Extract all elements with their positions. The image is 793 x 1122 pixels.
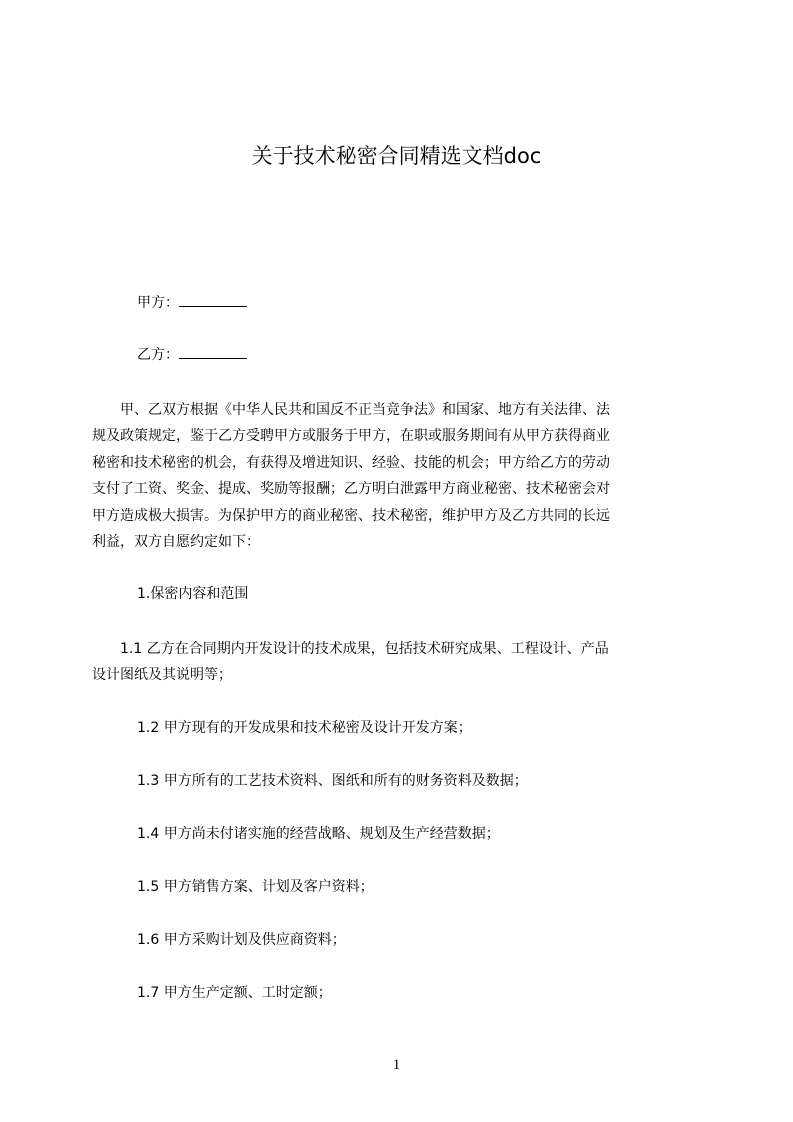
clause-line: 1.1 乙方在合同期内开发设计的技术成果，包括技术研究成果、工程设计、产品 [92, 641, 609, 657]
clause-1-2: 1.2 甲方现有的开发成果和技术秘密及设计开发方案； [137, 720, 472, 736]
party-b-blank [179, 344, 247, 359]
party-b-line [137, 344, 247, 365]
clause-1-5: 1.5 甲方销售方案、计划及客户资料； [137, 879, 374, 895]
intro-line: 支付了工资、奖金、提成、奖励等报酬；乙方明白泄露甲方商业秘密、技术秘密会对 [92, 481, 610, 498]
intro-line: 甲、乙双方根据《中华人民共和国反不正当竞争法》和国家、地方有关法律、法 [92, 402, 610, 418]
party-a-label: 甲方： [137, 295, 179, 311]
party-a-blank [179, 292, 247, 307]
party-a-line [137, 292, 247, 313]
document-title: 关于技术秘密合同精选文档doc [251, 144, 542, 168]
clause-1-6: 1.6 甲方采购计划及供应商资料； [137, 932, 346, 948]
intro-line: 秘密和技术秘密的机会，有获得及增进知识、经验、技能的机会；甲方给乙方的劳动 [92, 454, 610, 471]
clause-1-3: 1.3 甲方所有的工艺技术资料、图纸和所有的财务资料及数据； [137, 773, 528, 789]
intro-line: 规及政策规定，鉴于乙方受聘甲方或服务于甲方，在职或服务期间有从甲方获得商业 [92, 428, 610, 445]
clause-line: 设计图纸及其说明等； [92, 667, 232, 683]
intro-paragraph [92, 397, 702, 555]
intro-line: 利益，双方自愿约定如下： [92, 534, 260, 551]
clause-1-1 [92, 636, 702, 688]
party-b-label: 乙方： [137, 347, 179, 363]
section-heading: 1.保密内容和范围 [137, 586, 249, 602]
page-number: 1 [392, 1057, 401, 1073]
clause-1-7: 1.7 甲方生产定额、工时定额； [137, 985, 332, 1001]
intro-line: 甲方造成极大损害。为保护甲方的商业秘密、技术秘密，维护甲方及乙方共同的长远 [92, 507, 610, 524]
clause-1-4: 1.4 甲方尚未付诸实施的经营战略、规划及生产经营数据； [137, 826, 500, 842]
